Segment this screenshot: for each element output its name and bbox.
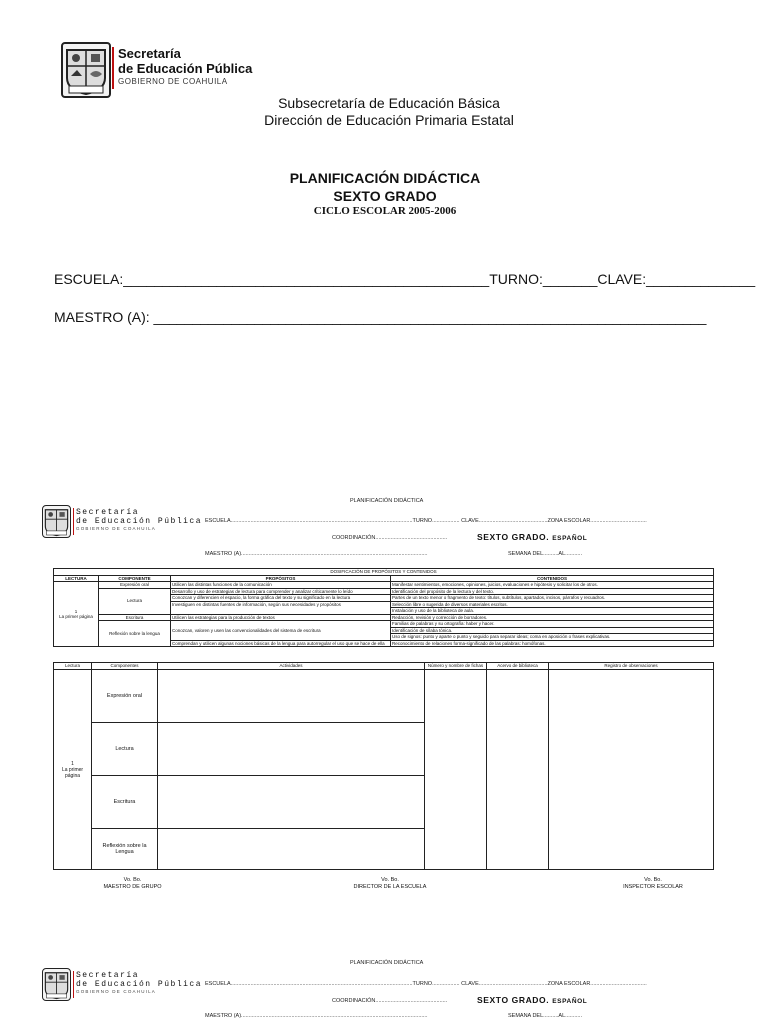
- component-cell: Expresión oral: [92, 670, 158, 723]
- sep-logo-text: [118, 47, 252, 86]
- header-componentes: Componentes: [92, 663, 158, 670]
- lectura-number: 1: [74, 608, 78, 614]
- lectura-number: 1: [71, 760, 74, 767]
- component-cell: Reflexión sobre la lengua: [99, 621, 171, 647]
- signature-inspector: [612, 877, 694, 891]
- component-cell: Escritura: [99, 614, 171, 621]
- form-grade: SEXTO GRADO.: [477, 532, 550, 542]
- form-coordinacion-line: COORDINACIÓN...............................................: [332, 998, 448, 1004]
- small-logo-divider: [73, 508, 74, 535]
- proposito-cell: Conozcan y diferencien el espacio, la forma gráfica del texto y su significado en la lectura: [171, 595, 391, 602]
- page-title: PLANIFICACIÓN DIDÁCTICA: [289, 170, 481, 186]
- contenido-cell: Reconocimiento de relaciones forma-significado de las palabras: homófonas.: [391, 640, 714, 647]
- form-subject: ESPAÑOL: [552, 998, 588, 1005]
- table-header-row: [54, 663, 714, 670]
- form-semana-line: SEMANA DEL..........AL...........: [508, 551, 582, 557]
- vobo-label: Vo. Bo.: [644, 877, 662, 883]
- lectura-cell: [54, 670, 92, 870]
- component-cell: Escritura: [92, 776, 158, 829]
- contenido-cell: Partes de un texto menor o fragmento de texto: títulos, subtítulos, apartados, incisos, párrafos y recuadros.: [391, 595, 714, 602]
- seal-icon: [43, 969, 70, 1000]
- subsecretaria-heading: Subsecretaría de Educación Básica: [278, 95, 500, 111]
- seal-icon: [43, 506, 70, 537]
- logo-line-1: Secretaría: [118, 46, 181, 61]
- component-cell: Expresión oral: [99, 582, 171, 589]
- form-semana-line: SEMANA DEL..........AL...........: [508, 1013, 582, 1019]
- lectura-cell: [54, 582, 99, 647]
- header-actividades: Actividades: [158, 663, 425, 670]
- form-coordinacion-line: COORDINACIÓN...............................................: [332, 535, 448, 541]
- acervo-input-cell[interactable]: [487, 670, 549, 870]
- component-cell: Lectura: [92, 723, 158, 776]
- logo-divider: [112, 47, 114, 89]
- vobo-label: Vo. Bo.: [123, 877, 142, 883]
- form-maestro-line: MAESTRO (A)..........................................................................................................................: [205, 551, 428, 557]
- form-grade-label: [477, 995, 587, 1005]
- header-contenidos: CONTENIDOS: [391, 575, 714, 582]
- lectura-label: La primer página: [61, 766, 84, 779]
- proposito-cell: Comprendan y utilicen algunas nociones básicas de la lengua para autorregular el uso que se hace de ella: [171, 640, 391, 647]
- small-logo-text: [76, 971, 202, 995]
- proposito-cell: Utilicen las distintas funciones de la comunicación: [171, 582, 391, 589]
- direccion-heading: Dirección de Educación Primaria Estatal: [264, 112, 514, 128]
- header-lectura: LECTURA: [54, 575, 99, 582]
- header-propositos: PROPÓSITOS: [171, 575, 391, 582]
- form-title: PLANIFICACIÓN DIDÁCTICA: [350, 960, 424, 966]
- header-registro: Registro de observaciones: [549, 663, 714, 670]
- header-lectura: Lectura: [54, 663, 92, 670]
- form-title: PLANIFICACIÓN DIDÁCTICA: [350, 498, 424, 504]
- form-maestro-line: MAESTRO (A)..........................................................................................................................: [205, 1013, 428, 1019]
- logo-line-2: de Educación Pública: [76, 517, 203, 527]
- registro-input-cell[interactable]: [549, 670, 714, 870]
- escuela-field-line: ESCUELA:_______________________________________________TURNO:_______CLAVE:______________: [54, 271, 756, 287]
- actividades-input-cell[interactable]: [158, 723, 425, 776]
- logo-line-2: de Educación Pública: [76, 980, 203, 990]
- contenido-cell: Redacción, revisión y corrección de borradores.: [391, 614, 714, 621]
- proposito-cell: Investiguen en distintas fuentes de información, según sus necesidades y propósitos: [171, 601, 391, 614]
- seal-icon: [63, 44, 109, 96]
- logo-line-3: GOBIERNO DE COAHUILA: [118, 76, 228, 86]
- vobo-label: Vo. Bo.: [381, 877, 399, 883]
- table-caption: DOSIFICACIÓN DE PROPÓSITOS Y CONTENIDOS: [54, 569, 714, 576]
- small-seal-logo: [42, 968, 71, 1001]
- fichas-input-cell[interactable]: [425, 670, 487, 870]
- contenido-cell: Instalación y uso de la biblioteca de aula.: [391, 608, 714, 615]
- logo-line-1: Secretaría: [76, 971, 140, 980]
- maestro-field-line: MAESTRO (A): _______________________________________________________________________: [54, 309, 707, 325]
- contenido-cell: Identificación de sílaba tónica.: [391, 627, 714, 634]
- contenido-cell: Uso de signos: punto y aparte o punto y seguido para separar ideas; coma en aposición o frases explicativas.: [391, 634, 714, 641]
- contenido-cell: Familias de palabras y su ortografía: haber y hacer.: [391, 621, 714, 628]
- lectura-label: La primer página: [59, 614, 93, 619]
- form-escuela-line: ESCUELA.......................................................................................................................TURNO.................. CLAVE.............................................ZONA ESCOLAR.....................................: [205, 518, 647, 524]
- dosificacion-table: [53, 568, 714, 647]
- actividades-input-cell[interactable]: [158, 829, 425, 870]
- contenido-cell: Selección libre o sugerida de diversos materiales escritos.: [391, 601, 714, 608]
- signature-director: [340, 877, 440, 891]
- signature-role: DIRECTOR DE LA ESCUELA: [353, 884, 427, 890]
- actividades-table: [53, 662, 714, 870]
- form-escuela-line: ESCUELA.......................................................................................................................TURNO.................. CLAVE.............................................ZONA ESCOLAR.....................................: [205, 981, 647, 987]
- table-row: [54, 670, 714, 723]
- small-logo-divider: [73, 971, 74, 998]
- small-logo-text: [76, 508, 202, 532]
- logo-line-3: GOBIERNO DE COAHUILA: [76, 526, 157, 532]
- header-acervo: Acervo de biblioteca: [487, 663, 549, 670]
- signature-maestro: [95, 877, 170, 891]
- component-cell: Reflexión sobre la Lengua: [92, 829, 158, 870]
- signature-role: INSPECTOR ESCOLAR: [623, 884, 683, 890]
- contenido-cell: Manifestar sentimientos, emociones, opiniones, juicios, evaluaciones e hipótesis y solicitar los de otros.: [391, 582, 714, 589]
- logo-line-2: de Educación Pública: [118, 60, 253, 76]
- proposito-cell: Desarrollo y uso de estrategias de lectura para comprender y analizar críticamente lo leído: [171, 588, 391, 595]
- small-seal-logo: [42, 505, 71, 538]
- header-fichas: Número y nombre de fichas: [425, 663, 487, 670]
- proposito-cell: Conozcan, valoren y usen las convencionalidades del sistema de escritura: [171, 621, 391, 641]
- form-grade-label: [477, 532, 587, 542]
- coahuila-seal-logo: [61, 42, 111, 98]
- logo-line-1: Secretaría: [76, 508, 140, 517]
- signature-role: MAESTRO DE GRUPO: [103, 884, 162, 890]
- logo-line-3: GOBIERNO DE COAHUILA: [76, 989, 157, 995]
- grade-title: SEXTO GRADO: [333, 188, 437, 204]
- actividades-input-cell[interactable]: [158, 670, 425, 723]
- proposito-cell: Utilicen las estrategias para la producción de textos: [171, 614, 391, 621]
- cycle-title: CICLO ESCOLAR 2005-2006: [313, 205, 457, 217]
- form-subject: ESPAÑOL: [552, 535, 588, 542]
- header-componente: COMPONENTE: [99, 575, 171, 582]
- contenido-cell: Identificación del propósito de la lectura y del texto.: [391, 588, 714, 595]
- form-grade: SEXTO GRADO.: [477, 995, 550, 1005]
- actividades-input-cell[interactable]: [158, 776, 425, 829]
- component-cell: Lectura: [99, 588, 171, 614]
